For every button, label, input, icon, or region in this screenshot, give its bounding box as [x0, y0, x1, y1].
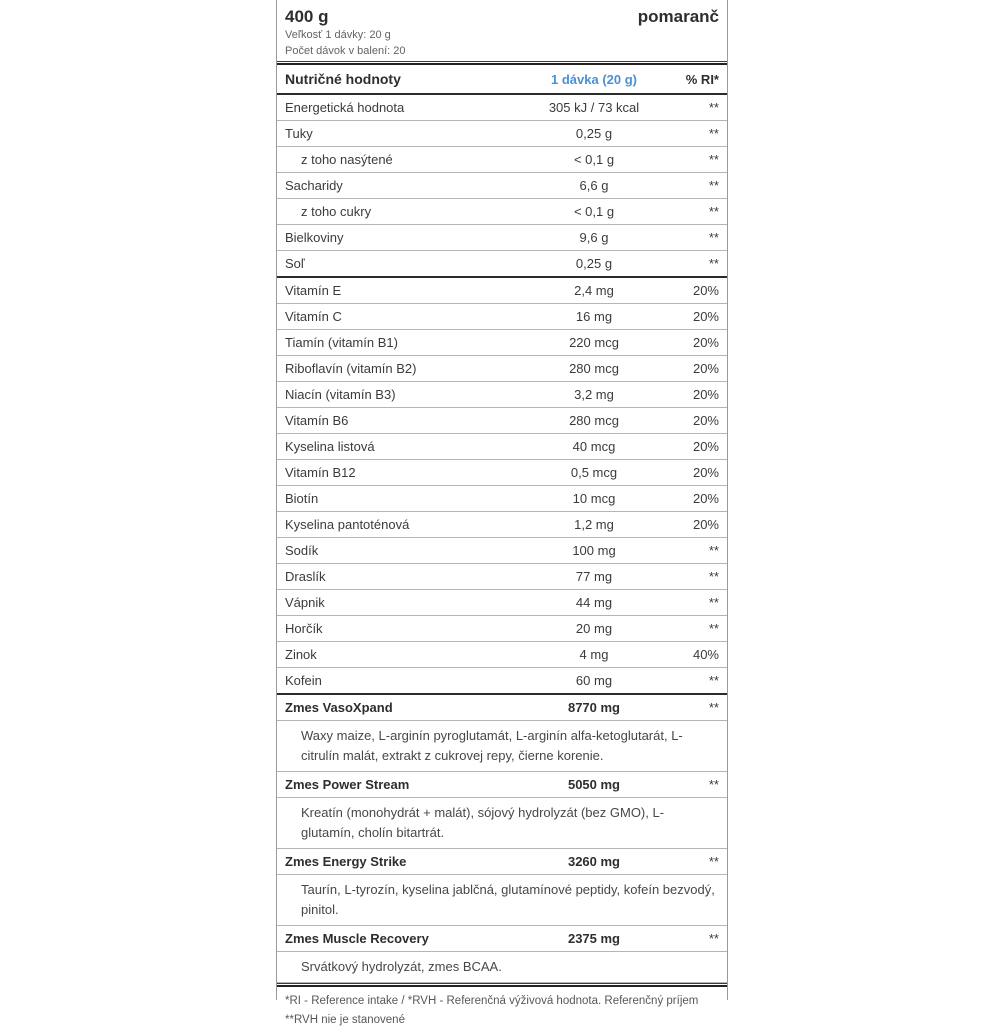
- nutrient-value: 5050 mg: [567, 777, 621, 792]
- nutrient-name: Vápnik: [285, 595, 325, 610]
- nutrient-value: 2,4 mg: [574, 283, 614, 298]
- nutrient-name: Energetická hodnota: [285, 100, 405, 115]
- nutrition-row: [277, 486, 727, 512]
- nutrient-name: Zmes Muscle Recovery: [285, 931, 429, 946]
- nutrient-name: Horčík: [285, 621, 323, 636]
- nutrient-value: 0,25 g: [575, 256, 613, 271]
- nutrient-ri: 20%: [692, 335, 719, 350]
- nutrient-value: 44 mg: [575, 595, 613, 610]
- nutrient-name: Zmes VasoXpand: [285, 700, 393, 715]
- nutrient-name: Tuky: [285, 126, 313, 141]
- nutrient-ri: **: [708, 152, 719, 167]
- nutrient-ri: **: [708, 100, 719, 115]
- nutrient-value: 16 mg: [575, 309, 613, 324]
- nutrition-row: [277, 147, 727, 173]
- nutrient-value: 8770 mg: [567, 700, 621, 715]
- nutrient-name: Niacín (vitamín B3): [285, 387, 396, 402]
- nutrition-row: [277, 199, 727, 225]
- nutrition-row: [277, 434, 727, 460]
- nutrient-value: 305 kJ / 73 kcal: [548, 100, 640, 115]
- nutrient-ri: 20%: [692, 413, 719, 428]
- nutrient-ri: **: [708, 543, 719, 558]
- nutrient-value: 0,5 mcg: [570, 465, 618, 480]
- nutrient-ri: 20%: [692, 309, 719, 324]
- nutrition-rows: [277, 95, 727, 983]
- nutrient-ri: 20%: [692, 439, 719, 454]
- nutrient-name: Zmes Energy Strike: [285, 854, 407, 869]
- nutrient-value: < 0,1 g: [573, 152, 615, 167]
- nutrient-name: Vitamín B12: [285, 465, 356, 480]
- nutrient-name: Riboflavín (vitamín B2): [285, 361, 417, 376]
- nutrient-ri: **: [708, 569, 719, 584]
- nutrition-row: [277, 668, 727, 695]
- nutrient-name: Soľ: [285, 256, 305, 271]
- nutrient-name: z toho cukry: [301, 204, 372, 219]
- nutrition-row: [277, 278, 727, 304]
- nutrition-row: [277, 460, 727, 486]
- serving-size-line: Veľkosť 1 dávky: 20 g: [285, 29, 391, 41]
- nutrient-value: 3,2 mg: [574, 387, 614, 402]
- nutrition-label: [276, 0, 728, 1026]
- nutrient-value: 60 mg: [575, 673, 613, 688]
- column-ri: % RI*: [685, 72, 719, 87]
- nutrient-ri: 20%: [692, 283, 719, 298]
- nutrient-ri: **: [708, 595, 719, 610]
- nutrient-value: 4 mg: [579, 647, 609, 662]
- nutrient-ri: **: [708, 230, 719, 245]
- nutrient-name: Vitamín E: [285, 283, 342, 298]
- nutrient-ri: 20%: [692, 387, 719, 402]
- nutrition-row: [277, 408, 727, 434]
- nutrition-row: [277, 173, 727, 199]
- footnotes: [277, 987, 727, 1035]
- nutrition-row: [277, 695, 727, 721]
- nutrient-name: Biotín: [285, 491, 319, 506]
- nutrient-name: Draslík: [285, 569, 326, 584]
- nutrition-row: [277, 382, 727, 408]
- nutrition-row: [277, 849, 727, 875]
- nutrient-name: Sodík: [285, 543, 319, 558]
- nutrient-name: Kofein: [285, 673, 322, 688]
- nutrition-row: [277, 642, 727, 668]
- nutrient-value: 6,6 g: [579, 178, 609, 193]
- table-column-header: [277, 65, 727, 95]
- nutrient-name: Kyselina listová: [285, 439, 375, 454]
- ingredient-description: Waxy maize, L-arginín pyroglutamát, L-arginín alfa-ketoglutarát, L-citrulín malát, extrakt z cukrovej repy, čierne korenie.: [277, 721, 727, 772]
- nutrition-row: [277, 926, 727, 952]
- column-per-serving: 1 dávka (20 g): [551, 72, 637, 87]
- nutrition-row: [277, 616, 727, 642]
- label-header: [277, 0, 727, 61]
- nutrient-ri: **: [708, 700, 719, 715]
- nutrient-value: 220 mcg: [569, 335, 619, 350]
- nutrient-ri: 40%: [692, 647, 719, 662]
- nutrition-row: [277, 590, 727, 616]
- nutrition-row: [277, 251, 727, 278]
- nutrient-ri: **: [708, 178, 719, 193]
- package-weight: 400 g: [285, 7, 329, 26]
- nutrient-value: 2375 mg: [567, 931, 621, 946]
- label-title-row: [285, 6, 719, 28]
- nutrient-value: 20 mg: [575, 621, 613, 636]
- nutrient-ri: **: [708, 126, 719, 141]
- nutrition-row: [277, 356, 727, 382]
- nutrient-ri: **: [708, 621, 719, 636]
- nutrient-name: Vitamín C: [285, 309, 342, 324]
- nutrient-value: 1,2 mg: [574, 517, 614, 532]
- nutrient-value: 10 mcg: [572, 491, 616, 506]
- nutrient-value: 3260 mg: [567, 854, 621, 869]
- nutrient-value: 40 mcg: [572, 439, 616, 454]
- nutrition-row: [277, 304, 727, 330]
- nutrition-row: [277, 121, 727, 147]
- nutrient-value: 100 mg: [572, 543, 616, 558]
- nutrient-name: Zmes Power Stream: [285, 777, 410, 792]
- nutrient-name: Vitamín B6: [285, 413, 349, 428]
- ingredient-description: Kreatín (monohydrát + malát), sójový hydrolyzát (bez GMO), L-glutamín, cholín bitartrát.: [277, 798, 727, 849]
- column-nutrition-values: Nutričné hodnoty: [285, 71, 401, 87]
- nutrient-ri: 20%: [692, 517, 719, 532]
- nutrient-name: Bielkoviny: [285, 230, 344, 245]
- footnote-rvh: **RVH nie je stanovené: [285, 1014, 405, 1026]
- nutrient-value: 77 mg: [575, 569, 613, 584]
- nutrient-value: 280 mcg: [569, 361, 619, 376]
- nutrient-name: Zinok: [285, 647, 317, 662]
- nutrient-ri: **: [708, 204, 719, 219]
- nutrition-row: [277, 772, 727, 798]
- nutrient-ri: **: [708, 673, 719, 688]
- nutrient-ri: **: [708, 854, 719, 869]
- nutrition-row: [277, 95, 727, 121]
- ingredient-description: Srvátkový hydrolyzát, zmes BCAA.: [277, 952, 727, 983]
- nutrient-ri: 20%: [692, 465, 719, 480]
- ingredient-description: Taurín, L-tyrozín, kyselina jablčná, glutamínové peptidy, kofeín bezvodý, pinitol.: [277, 875, 727, 926]
- nutrient-ri: **: [708, 777, 719, 792]
- nutrient-name: Tiamín (vitamín B1): [285, 335, 398, 350]
- flavor-name: pomaranč: [637, 7, 719, 26]
- nutrient-value: 9,6 g: [579, 230, 609, 245]
- nutrient-name: Kyselina pantoténová: [285, 517, 410, 532]
- nutrient-value: 0,25 g: [575, 126, 613, 141]
- nutrient-ri: **: [708, 931, 719, 946]
- nutrition-row: [277, 538, 727, 564]
- nutrition-row: [277, 330, 727, 356]
- nutrient-name: z toho nasýtené: [301, 152, 393, 167]
- nutrient-ri: **: [708, 256, 719, 271]
- nutrition-row: [277, 564, 727, 590]
- nutrient-name: Sacharidy: [285, 178, 343, 193]
- nutrient-ri: 20%: [692, 491, 719, 506]
- nutrition-row: [277, 512, 727, 538]
- servings-per-pack-line: Počet dávok v balení: 20: [285, 44, 406, 57]
- nutrient-value: 280 mcg: [569, 413, 619, 428]
- nutrient-ri: 20%: [692, 361, 719, 376]
- nutrient-value: < 0,1 g: [573, 204, 615, 219]
- nutrition-row: [277, 225, 727, 251]
- footnote-ri: *RI - Reference intake / *RVH - Referenčná výživová hodnota. Referenčný príjem: [285, 995, 699, 1007]
